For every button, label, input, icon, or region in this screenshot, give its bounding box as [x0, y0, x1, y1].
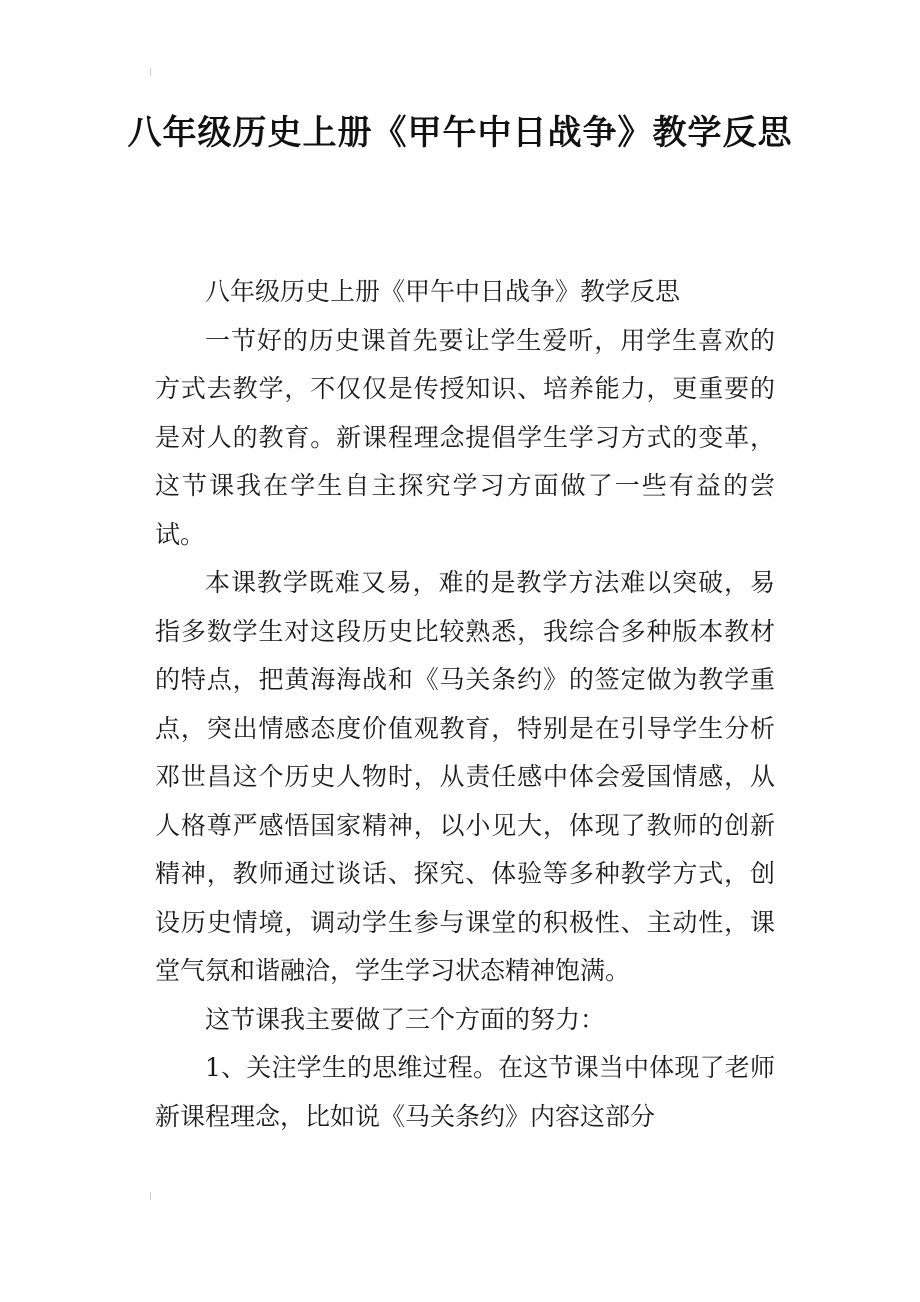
paragraph: 本课教学既难又易，难的是教学方法难以突破，易指多数学生对这段历史比较熟悉，我综合多种版本教材的特点，把黄海海战和《马关条约》的签定做为教学重点，突出情感态度价值观教育，特别是在引导学生分析邓世昌这个历史人物时，从责任感中体会爱国情感，从人格尊严感悟国家精神，以小见大，体现了教师的创新精神，教师通过谈话、探究、体验等多种教学方式，创设历史情境，调动学生参与课堂的积极性、主动性，课堂气氛和谐融洽，学生学习状态精神饱满。	[155, 568, 775, 985]
document-body	[155, 268, 775, 1141]
paragraph: 一节好的历史课首先要让学生爱听，用学生喜欢的方式去教学，不仅仅是传授知识、培养能力，更重要的是对人的教育。新课程理念提倡学生学习方式的变革，这节课我在学生自主探究学习方面做了一些有益的尝试。	[155, 325, 775, 549]
page-corner-mark-top	[150, 68, 157, 76]
paragraph: 八年级历史上册《甲午中日战争》教学反思	[205, 277, 681, 306]
page-corner-mark-bottom	[150, 1192, 157, 1200]
paragraph: 这节课我主要做了三个方面的努力：	[205, 1004, 606, 1034]
document-title: 八年级历史上册《甲午中日战争》教学反思	[127, 113, 793, 153]
paragraph: 1、关注学生的思维过程。在这节课当中体现了老师新课程理念，比如说《马关条约》内容这部分	[155, 1053, 775, 1131]
